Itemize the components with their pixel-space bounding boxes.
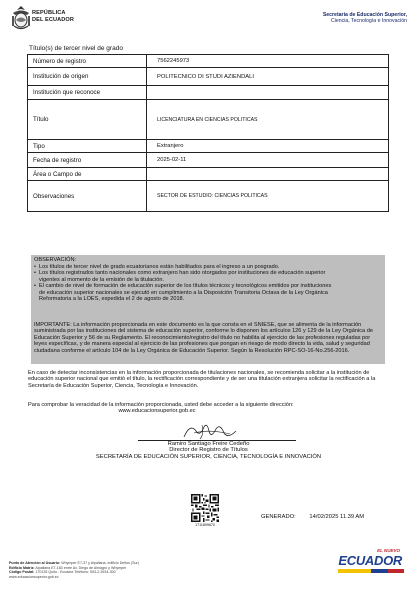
registration-table (27, 54, 389, 212)
observation-bullet-text: Los títulos registrados tanto nacionales como extranjero han sido otorgados por instituciones de educación superior vigentes al momento de la emisión de la titulación. (39, 270, 326, 283)
row-label: Título (28, 100, 147, 140)
row-value (147, 86, 389, 100)
footer-text: Whymper E7-37 y Alpallana, edificio Delfos (Sur) (61, 561, 139, 565)
brand-small-text: EL NUEVO (377, 548, 400, 553)
ministry-heading (247, 12, 407, 25)
rectification-note: En caso de detectar inconsistencias en la información proporcionada de titulaciones nacionales, se recomienda solicitar a la institución de educación superior nacional que emitió el título, la rectificación correspondiente y de ser una titulación extranjera solicitar la rectificación a la Secretaría de Educación Superior, Ciencia, Tecnología e Innovación. (28, 370, 376, 389)
table-row (28, 55, 389, 68)
row-label: Área o Campo de (28, 168, 147, 181)
observation-bullet-text: El cambio de nivel de formación de educación superior de los títulos técnicos y tecnológicos emitidos por instituciones de educación superior nacionales se ejecutó en cumplimiento a la Disposición Transitoria Octava de la Ley Orgánica Reformatoria a la LOES, expedida el 2 de agosto de 2018. (39, 283, 332, 303)
bullet-icon: • (34, 283, 36, 290)
row-value: SECTOR DE ESTUDIO: CIENCIAS POLITICAS (147, 181, 389, 212)
row-label: Observaciones (28, 181, 147, 212)
footer-label: Código Postal: (9, 570, 35, 574)
bullet-icon: • (34, 264, 36, 270)
table-row (28, 181, 389, 212)
signer-block (70, 441, 347, 460)
country-line2: DEL ECUADOR (32, 16, 75, 23)
observation-box (31, 255, 385, 364)
list-item (34, 283, 334, 302)
section-title: Título(s) de tercer nivel de grado (29, 45, 123, 52)
table-row (28, 153, 389, 168)
footer-text: Alpallana E7-183 entre Av. Diego de Almagro y Whymper (35, 565, 127, 570)
generated-value: 14/02/2025 11.39 AM (309, 514, 365, 520)
row-label: Fecha de registro (28, 153, 147, 168)
row-value: 7562245973 (147, 55, 389, 68)
signer-role: Director de Registro de Títulos (169, 447, 248, 454)
row-label: Tipo (28, 140, 147, 153)
country-line1: REPÚBLICA (32, 10, 66, 16)
row-label: Institución de origen (28, 68, 147, 86)
row-label: Número de registro (28, 55, 147, 68)
el-nuevo-ecuador-logo (332, 548, 408, 582)
row-value: 2025-02-11 (147, 153, 389, 168)
qr-code-icon (191, 494, 219, 522)
verification-block (28, 402, 390, 415)
table-row (28, 140, 389, 153)
observation-bullet-text: Los títulos de tercer nivel de grado ecuatorianos están habilitados para el ingreso a un posgrado. (39, 264, 280, 270)
verification-text: Para comprobar la veracidad de la información proporcionada, usted debe acceder a la siguiente dirección: (28, 402, 294, 408)
table-row (28, 168, 389, 181)
generated-stamp (261, 514, 364, 520)
row-label: Institución que reconoce (28, 86, 147, 100)
footer-label: Edificio Matriz: (9, 565, 35, 570)
bullet-icon: • (34, 270, 36, 277)
list-item (34, 270, 334, 283)
ministry-line2: Ciencia, Tecnología e Innovación (330, 18, 407, 25)
footer-text: 170135 Quito - Ecuador Teléfono: 593-2-3934-300 (35, 570, 116, 574)
verification-url-link[interactable]: www.educacionsuperior.gob.ec (118, 408, 196, 415)
footer-website-link[interactable]: www.educacionsuperior.gob.ec (9, 574, 59, 579)
important-notice: IMPORTANTE: La información proporcionada en este documento es la que consta en el SNIESE, que se alimenta de la información suministrada por las instituciones del sistema de educación superior, conforme lo disponen los artículos 126 y 129 de la Ley Orgánica de Educación Superior y 56 de su Reglamento. El reconocimiento/registro del título no habilita al ejercicio de las profesiones reguladas por leyes específicas, y de manera especial al ejercicio de las profesiones que pongan en riesgo de modo directo la vida, salud y seguridad ciudadana conforme el artículo 104 de la Ley Orgánica de Educación Superior. Según la Resolución RPC-SO-16-No.256-2016. (34, 322, 373, 354)
footer-contact (9, 561, 239, 579)
row-value: LICENCIATURA EN CIENCIAS POLITICAS (147, 100, 389, 140)
signer-institution: SECRETARÍA DE EDUCACIÓN SUPERIOR, CIENCIA, TECNOLOGÍA E INNOVACIÓN (95, 453, 322, 460)
country-logo-text (32, 10, 74, 24)
observation-list (34, 264, 334, 302)
row-value: POLITECNICO DI STUDI AZIENDALI (147, 68, 389, 86)
ecuador-coat-of-arms-icon (10, 4, 32, 32)
observation-title: OBSERVACIÓN: (34, 257, 77, 263)
row-value: Extranjero (147, 140, 389, 153)
brand-big-text: ECUADOR (338, 553, 402, 568)
footer-label: Punto de Atención al Usuario: (9, 561, 61, 565)
qr-code-number: 1711899670 (195, 523, 215, 527)
ministry-line1: Secretaría de Educación Superior, (322, 12, 407, 18)
signer-name: Ramiro Santiago Freire Cedeño (167, 441, 250, 447)
table-row (28, 68, 389, 86)
row-value (147, 168, 389, 181)
generated-label: GENERADO: (261, 514, 296, 520)
table-row (28, 100, 389, 140)
table-row (28, 86, 389, 100)
flag-stripe-icon (338, 569, 404, 573)
